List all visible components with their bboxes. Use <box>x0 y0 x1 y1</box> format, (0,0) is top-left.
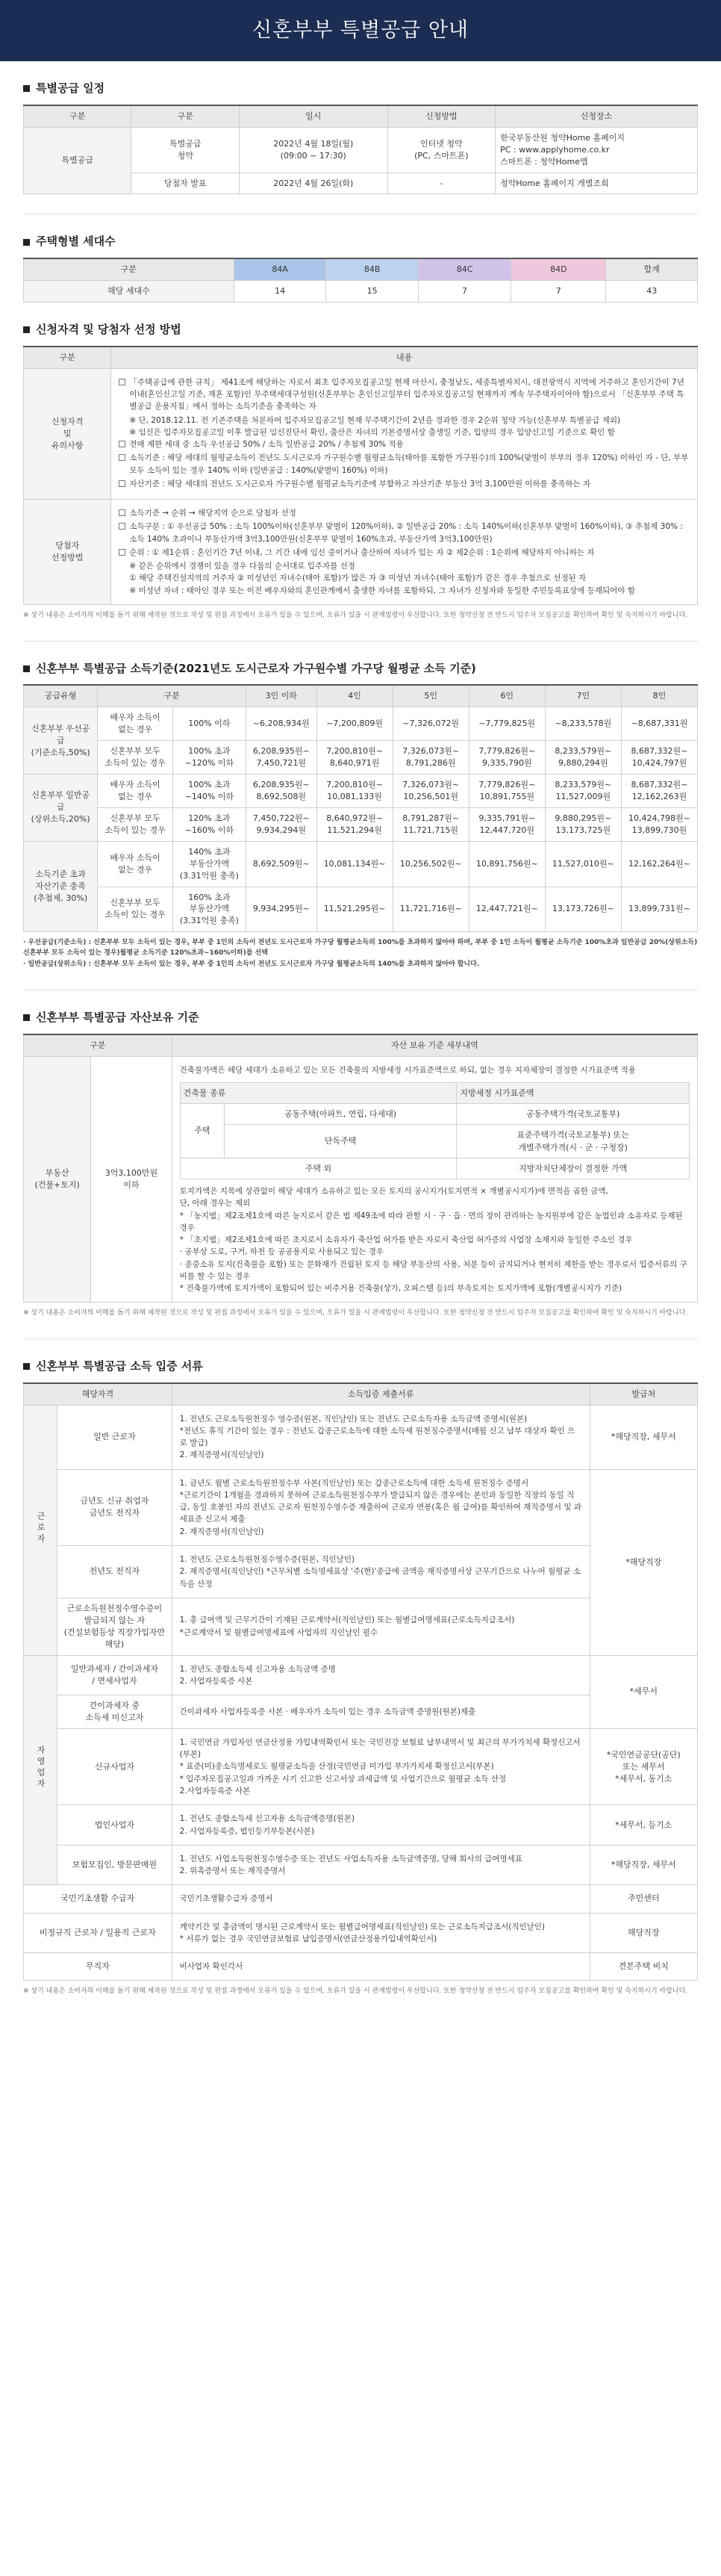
section-title-units: 주택형별 세대수 <box>23 234 698 250</box>
section-title-assets: 신혼부부 특별공급 자산보유 기준 <box>23 1010 698 1026</box>
documents-table: 해당자격 소득입증 제출서류 발급처 근로자 일반 근로자 1. 전년도 근로소득원천징수 영수증(원본, 직인날인) 또는 전년도 근로소득자용 소득금액 증명서(원본) *전년도 휴직 기간이 있는 경우 : 전년도 갑종근로소득에 대한 소득세 원천징수증명서(매월 신고 납부 대상자 확인 으로 발급) 2. 재직증명서(직인날인) *해당직장, 세무서 금년도 신규 취업자 금년도 전직자 1. 금년도 월별 근로소득원천징수부 사본(직인날인) 또는 갑종근로소득에 대한 소득세 원천징수 증명서 *근로기간이 1개월을 경과하지 못하여 근로소득원천징수부가 발급되지 않은 경우에는 본인과 동일한 직장의 동일 직급, 동일 호봉인 자의 전년도 근로자 원천징수영수증 제출하여 근로자 연봉(혹은 월 급여)를 확인하여 재직증명서 및 과세표준 신고서 제출 2. 재직증명서(직인날인) *해당직장 전년도 전직자 1. 전년도 근로소득원천징수영수증(원본, 직인날인) 2. 재직증명서(직인날인) *근무처별 소득명세표상 '주(현)'종급에 금액을 재직증명서상 근무기간으로 나누어 월평균 소득을 산정 근로소득원천징수영수증이 발급되지 않는 자 (건설보험등상 직장가입자만 해당) 1. 총 급여액 및 근무기간이 기재된 근로계약서(직인날인) 또는 월별급여명세표(근로소득지급조서) *근로계약서 및 월별급여명세표에 사업자의 직인날인 필수 자영업자 일반과세자 / 간이과세자 / 면세사업자 1. 전년도 종합소득세 신고자용 소득금액 증명 2. 사업자등록증 사본 *세무서 간이과세자 중 소득세 미신고자 간이과세자 사업자등록증 사본 · 배우자가 소득이 있는 경우 소득금액 증명원(원본)제출 신규사업자 1. 국민연금 가입자인 연금산정용 가입내역확인서 또는 국민건강 보험료 납부내역서 및 최근의 부가가치세 확정신고서(부본) * 표준(미)종소득명세로도 월평균소득을 산정(국민연금 미가입 부가가치세 확정신고서(부본) * 입주자모집공고일과 가까운 시기 신고한 신고서상 과세급액 및 사업기간으로 월평균 소득 산정 2.사업자등록증 사본 *국민연금공단(공단) 또는 세무서 *세무서, 동기소 법인사업자 1. 전년도 종합소득세 신고자용 소득금액증명(원본) 2. 사업자등록증, 법인등기부등본(사본) *세무서, 등기소 보험모집인, 방문판매원 1. 전년도 사업소득원천징수영수증 또는 전년도 사업소득자용 소득금액증명, 당해 회사의 급여명세표 2. 위촉증명서 또는 재직증명서 *해당직장, 세무서 국민기초생활 수급자 국민기초생활수급자 증명서 주민센터 비정규직 근로자 / 일용직 근로자 계약기간 및 총금액이 명시된 근로계약서 또는 월별급여명세표(직인날인) 또는 근로소득지급조서(직인날인) * 서류가 없는 경우 국민연금보험료 납입증명서(연금산정용가입내역확인서) 해당직장 무직자 비사업자 확인각서 견본주택 비치 <box>23 1382 698 1981</box>
section-title-income: 신혼부부 특별공급 소득기준(2021년도 도시근로자 가구원수별 가구당 월평균 소득 기준) <box>23 661 698 677</box>
footnote: ※ 상기 내용은 소비자의 이해를 돕기 위해 제작된 것으로 작성 및 편집 과정에서 오류가 있을 수 있으며, 오류가 있을 시 관계법령이 우선합니다. 또한 청약신청 전 반드시 입주자 모집공고를 확인하여 확인 및 숙지하시기 바랍니다. <box>23 1309 688 1318</box>
bullet-square-icon <box>23 326 30 333</box>
bullet-square-icon <box>23 1014 30 1021</box>
bullet-square-icon <box>23 239 30 246</box>
schedule-table: 구분 구분 일시 신청방법 신청장소 특별공급 특별공급 청약 2022년 4월 18일(월) (09:00 ~ 17:30) 인터넷 청약 (PC, 스마트폰) 한국부동산원 청약Home 홈페이지 PC : www.applyhome.co.kr 스마트폰 : 청약Home앱 당첨자 발표 2022년 4월 26일(화) - 청약Home 홈페이지 개별조회 <box>23 105 698 195</box>
building-value-table: 건축물 종류 지방세정 시가표준액 주택 공동주택(아파트, 연립, 다세대) 공동주택가격(국토교통부) 단독주택 표준주택가격(국토교통부) 또는 개별주택가격(시 · 군 · 구청장) 주택 외 지방자치단체장이 결정한 가액 <box>180 1082 690 1179</box>
checkbox-icon <box>119 379 125 385</box>
checkbox-icon <box>119 480 125 487</box>
checkbox-icon <box>119 523 125 530</box>
bullet-square-icon <box>23 665 30 672</box>
section-title-documents: 신혼부부 특별공급 소득 입증 서류 <box>23 1359 698 1375</box>
checkbox-icon <box>119 509 125 516</box>
checkbox-icon <box>119 441 125 447</box>
section-title-schedule: 특별공급 일정 <box>23 81 698 97</box>
income-table: 공급유형 구분 3인 이하 4인 5인 6인 7인 8인 신혼부부 우선공급 (기준소득,50%) 배우자 소득이 없는 경우 100% 이하 ~6,208,934원 ~7,200,809원 ~7,326,072원 ~7,779,825원 ~8,233,578원 ~8,687,331원 신혼부부 모두 소득이 있는 경우 100% 초과 ~120% 이하 6,208,935원~ 7,450,721원 7,200,810원~ 8,640,971원 7,326,073원~ 8,791,286원 7,779,826원~ 9,335,790원 8,233,579원~ 9,880,294원 8,687,332원~ 10,424,797원 신혼부부 일반공급 (상위소득,20%) 배우자 소득이 없는 경우 100% 초과 ~140% 이하 6,208,935원~ 8,692,508원 7,200,810원~ 10,081,133원 7,326,073원~ 10,256,501원 7,779,826원~ 10,891,755원 8,233,579원~ 11,527,009원 8,687,332원~ 12,162,263원 신혼부부 모두 소득이 있는 경우 120% 초과 ~160% 이하 7,450,722원~ 9,934,294원 8,640,972원~ 11,521,294원 8,791,287원~ 11,721,715원 9,335,791원~ 12,447,720원 9,880,295원~ 13,173,725원 10,424,798원~ 13,899,730원 소득기준 초과 자산기준 충족 (추첨제, 30%) 배우자 소득이 없는 경우 140% 초과 부동산가액 (3.31억원 충족) 8,692,509원~ 10,081,134원~ 10,256,502원~ 10,891,756원~ 11,527,010원~ 12,162,264원~ 신혼부부 모두 소득이 있는 경우 160% 초과 부동산가액 (3.31억원 충족) 9,934,295원~ 11,521,295원~ 11,721,716원~ 12,447,721원~ 13,173,726원~ 13,899,731원~ <box>23 684 698 932</box>
checkbox-icon <box>119 549 125 556</box>
units-table: 구분 84A 84B 84C 84D 합계 해당 세대수 14 15 7 7 43 <box>23 258 698 302</box>
page-title: 신혼부부 특별공급 안내 <box>252 19 469 43</box>
footnote: ※ 상기 내용은 소비자의 이해를 돕기 위해 제작된 것으로 작성 및 편집 과정에서 오류가 있을 수 있으며, 오류가 있을 시 관계법령이 우선합니다. 또한 청약신청 전 반드시 입주자 모집공고를 확인하여 확인 및 숙지하시기 바랍니다. <box>23 612 688 619</box>
bullet-square-icon <box>23 85 30 92</box>
bullet-square-icon <box>23 1363 30 1370</box>
checkbox-icon <box>119 454 125 461</box>
section-title-eligibility: 신청자격 및 당첨자 선정 방법 <box>23 322 698 338</box>
page-banner <box>0 0 721 61</box>
schedule-rowlabel: 특별공급 <box>24 127 131 194</box>
eligibility-table: 구분 내용 신청자격 및 유의사항 「주택공급에 관한 규칙」 제41조에 해당하는 자로서 최초 입주자모집공고일 현재 마산시, 충청남도, 세종특별자치시, 대전광역시 지역에 거주하고 혼인기간이 7년 이내(혼인신고일 기준, 재혼 포함)인 무주택세대구성원(신혼부부는 혼인신고일부터 입주자모집공고일 현재까지 계속 무주택자이어야 함)으로서 「신혼부부 주택 특별공급 운용지침」에서 정하는 소득기준을 충족하는 자 ※ 단, 2018.12.11. 전 기존주택을 처분하여 입주자모집공고일 현재 무주택기간이 2년을 경과한 경우 2순위 청약 가능(신혼부부 특별공급 제외) ※ 임신은 입주자모집공고일 이후 발급된 임신진단서 확인, 출산은 자녀의 기본증명서상 출생일 기준, 입양의 경우 입양신고일 기준으로 확인 함 전매 제한 세대 중 소득 우선공급 50% / 소득 일반공급 20% / 추첨제 30% 적용 소득기준 : 해당 세대의 월평균소득이 전년도 도시근로자 가구원수별 월평균소득(태아를 포함한 가구원수)의 100%(맞벌이 부부의 경우 120%) 이하인 자 - 단, 부부 모두 소득이 있는 경우 140% 이하 (일반공급 : 140%(맞벌이 160%) 이하) 자산기준 : 해당 세대의 전년도 도시근로자 가구원수별 월평균소득기준에 부합하고 자산기준 부동산 3억 3,100만원 이하를 충족하는 자 당첨자 선정방법 소득기준 → 순위 → 해당지역 순으로 당첨자 선정 소득구분 : ① 우선공급 50% : 소득 100%이하(신혼부부 맞벌이 120%이하), ② 일반공급 20% : 소득 140%이하(신혼부부 맞벌이 160%이하), ③ 추첨제 30% : 소득 140% 초과이나 부동산가액 3억3,100만원(신혼부부 맞벌이 160%초과, 부동산가액 3억3,100만원) 순위 : ① 제1순위 : 혼인기간 7년 이내, 그 기간 내에 임신 중이거나 출산하여 자녀가 있는 자 ② 제2순위 : 1순위에 해당하지 아니하는 자 ※ 같은 순위에서 경쟁이 있을 경우 다음의 순서대로 입주자를 선정 ① 해당 주택건설지역의 거주자 ② 미성년인 자녀수(태아 포함)가 많은 자 ③ 미성년 자녀수(태아 포함)가 같은 경우 추첨으로 선정된 자 ※ 미성년 자녀 : 태아인 경우 또는 이전 배우자와의 혼인관계에서 출생한 자녀를 포함하되, 그 자녀가 신청자와 동일한 주민등록표상에 등재되어야 함 <box>23 346 698 605</box>
footnote: ※ 상기 내용은 소비자의 이해를 돕기 위해 제작된 것으로 작성 및 편집 과정에서 오류가 있을 수 있으며, 오류가 있을 시 관계법령이 우선합니다. 또한 청약신청 전 반드시 입주자 모집공고를 확인하여 확인 및 숙지하시기 바랍니다. <box>23 1987 688 1996</box>
assets-table: 구분 자산 보유 기준 세부내역 부동산 (건물+토지) 3억3,100만원 이하 건축물가액은 해당 세대가 소유하고 있는 모든 건축물의 지방세정 시가표준액으로 하되, 없는 경우 지자체장이 결정한 시가표준액 적용 건축물 종류 지방세정 시가표준액 주택 공동주택(아파트, 연립, 다세대) 공동주택가격(국토교통부) 단독주택 표준주택가격(국토교통부) 또는 개별주택가격(시 · 군 · 구청장) 주택 외 지방자치단체장이 결정한 가액 토지가액은 지목에 상관없이 해당 세대가 소유하고 있는 모든 토지의 공시지가(토지면적 × 개별공시지가)에 면적을 곱한 금액, 단, 아래 경우는 제외 * 「농지법」제2조제1호에 따른 농지로서 같은 법 제49조에 따라 관할 시 · 구 · 읍 · 면의 장이 관리하는 농지원부에 같은 농업인과 소유자로 등재된 경우 * 「초지법」제2조제1호에 따른 초지로서 소유자가 축산업 허가를 받은 자로서 축산업 허가증의 사업장 소재지와 동일한 주소인 경우 · 공부상 도로, 구거, 하천 등 공공용지로 사용되고 있는 경우 · 종중소유 토지(건축물을 포함) 또는 문화재가 건립된 토지 등 해당 부동산의 사용, 처분 등이 금지되거나 현저히 제한을 받는 경우로서 입증서류의 구비를 할 수 있는 경우 * 건축물가액에 토지가액이 포함되어 있는 비주거용 건축물(상가, 오피스텔 등)의 부속토지는 토지가액에 포함(개별공시지가 기준) <box>23 1034 698 1303</box>
